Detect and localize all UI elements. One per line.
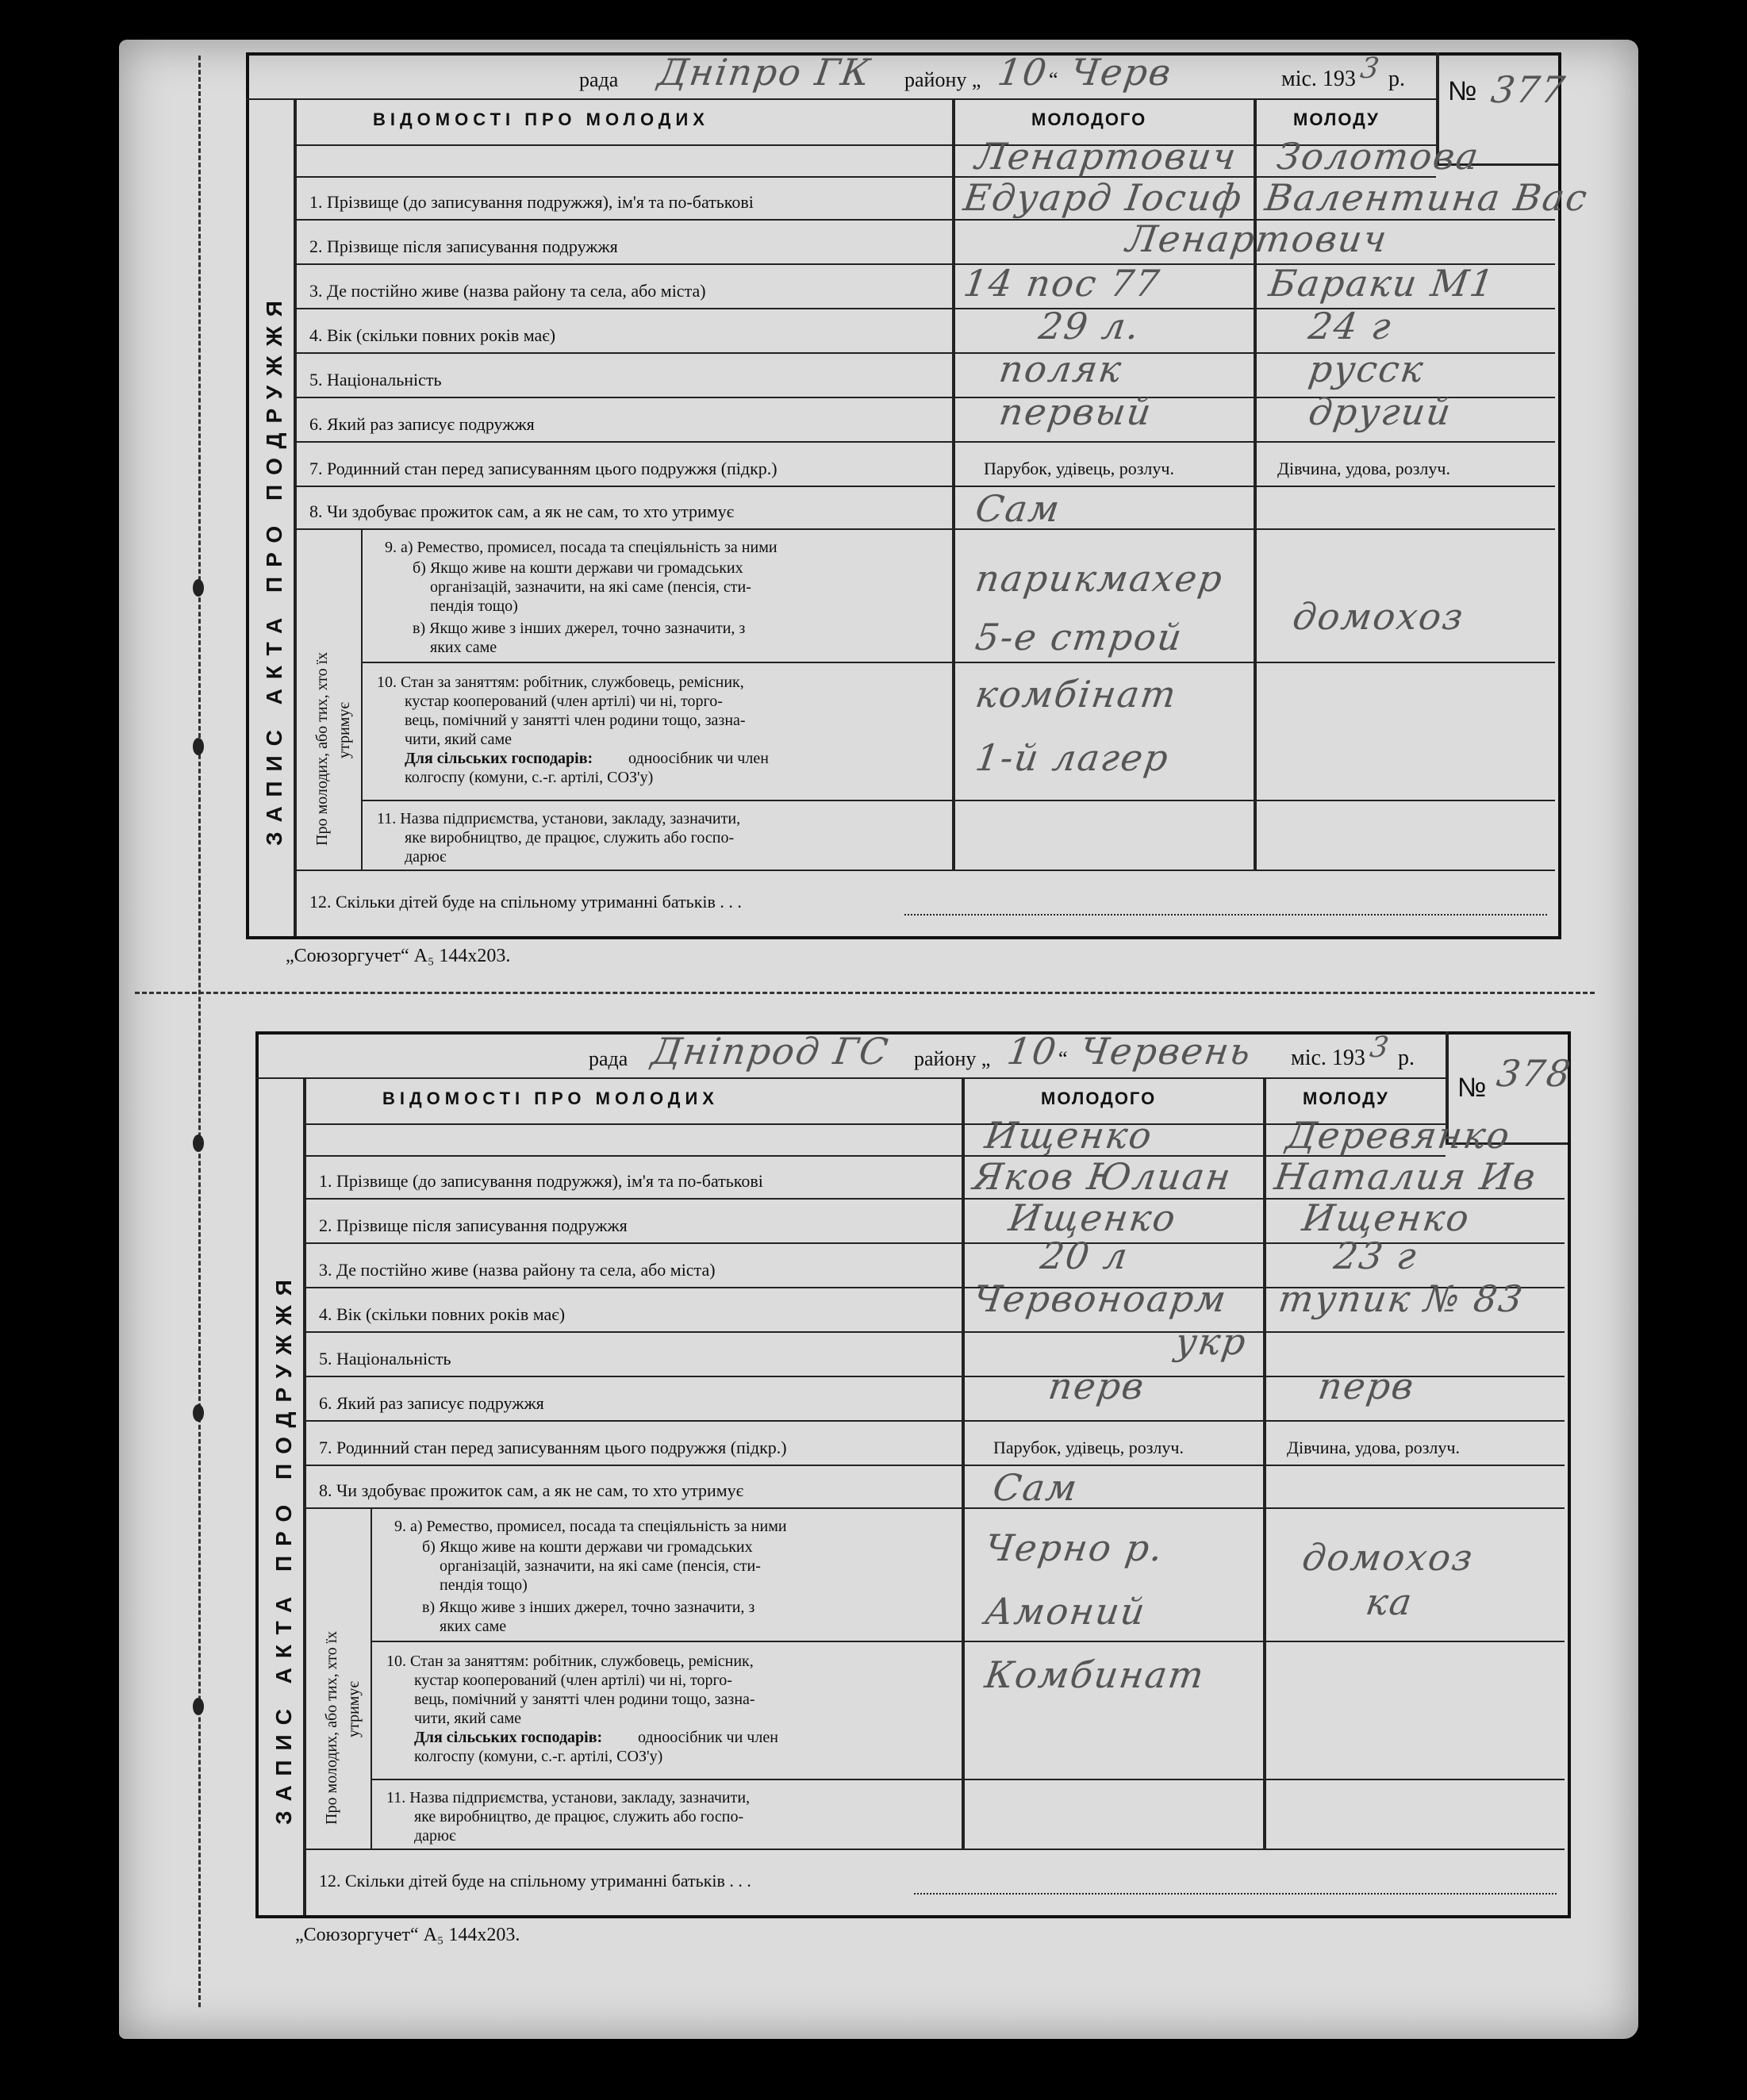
row-8-label: 8. Чи здобуває прожиток сам, а як не сам, то хто утримує: [319, 1480, 744, 1500]
row-10-line-5: одноосібник чи член: [638, 1729, 778, 1746]
side-title: ЗАПИС АКТА ПРО ПОДРУЖЖЯ: [262, 291, 286, 846]
row-9b-line-3: пендія тощо): [430, 597, 518, 615]
groom-surname-after: Ищенко: [1006, 1196, 1180, 1239]
row-5-label: 5. Національність: [319, 1349, 451, 1369]
col-header-bride: МОЛОДУ: [1303, 1088, 1389, 1108]
residence-1: Червоноарм: [970, 1277, 1231, 1320]
day-value: 10: [995, 51, 1051, 94]
row-9b-line-3: пендія тощо): [440, 1576, 528, 1594]
binding-hole: [193, 1404, 204, 1422]
groom-occupation: Черно р.: [982, 1526, 1167, 1569]
row-9b-line-2: організацій, зазначити, на які саме (пенсія, сти-: [440, 1557, 761, 1575]
row-8-label: 8. Чи здобуває прожиток сам, а як не сам, то хто утримує: [309, 501, 735, 521]
groom-surname: Ленартович: [973, 135, 1240, 178]
row-10-line-6: колгоспу (комуни, с.-г. артілі, СОЗ'у): [414, 1748, 663, 1765]
groom-name: Едуард Іосиф: [961, 176, 1246, 219]
row-11-line-1: 11. Назва підприємства, установи, закладу, зазначити,: [386, 1789, 751, 1806]
row-10-line-3: вець, помічний у занятті член родини тощо, зазна-: [405, 712, 746, 729]
row-7-bride-options: Дівчина, удова, розлуч.: [1277, 459, 1450, 478]
row-9a-label: 9. а) Ремество, промисел, посада та спеціяльність за ними: [385, 539, 778, 556]
groom-occupation: парикмахер: [973, 557, 1227, 600]
row-7-bride-options: Дівчина, удова, розлуч.: [1287, 1438, 1460, 1457]
rada-value: Дніпро ГК: [655, 51, 874, 94]
groom-support: Сам: [973, 487, 1064, 530]
row-9b-line-1: б) Якщо живе на кошти держави чи громадських: [422, 1538, 753, 1556]
row-2-label: 2. Прізвище після записування подружжя: [319, 1215, 628, 1235]
number-label: №: [1448, 76, 1477, 106]
year-suffix: 3: [1358, 52, 1383, 85]
row-10-line-4: чити, який саме: [414, 1710, 522, 1727]
row-11-line-3: дарює: [405, 848, 447, 866]
row-10-farmers-label: Для сільських господарів:: [405, 750, 593, 767]
quote-close: “: [1049, 68, 1058, 91]
mis-label: міс. 193: [1291, 1046, 1365, 1070]
row-1-label: 1. Прізвище (до записування подружжя), ім'я та по-батькові: [319, 1171, 763, 1191]
row-9c-line-1: в) Якщо живе з інших джерел, точно зазначити, з: [422, 1599, 755, 1616]
r-label: р.: [1388, 67, 1405, 91]
row-10-line-3: вець, помічний у занятті член родини тощо, зазна-: [414, 1691, 755, 1708]
bride-occupation: домохоз: [1290, 595, 1468, 638]
bride-age: 23 г: [1331, 1234, 1421, 1277]
row-7-label: 7. Родинний стан перед записуванням цього подружжя (підкр.): [319, 1438, 787, 1457]
row-3-label: 3. Де постійно живе (назва району та села, або міста): [309, 281, 706, 301]
raion-label: району „: [904, 68, 981, 91]
groom-age: 20 л: [1038, 1234, 1132, 1277]
row-7-groom-options: Парубок, удівець, розлуч.: [993, 1438, 1184, 1457]
binding-hole: [193, 579, 204, 597]
tear-line: [135, 992, 1595, 994]
col-header-info: ВІДОМОСТІ ПРО МОЛОДИХ: [382, 1088, 719, 1108]
surname-after: Ленартович: [1123, 217, 1391, 260]
row-11-line-3: дарює: [414, 1827, 456, 1845]
binding-hole: [193, 1134, 204, 1152]
rada-value: Дніпрод ГС: [649, 1030, 893, 1073]
row-10-line-1: 10. Стан за заняттям: робітник, службовець, ремісник,: [386, 1653, 754, 1670]
row-7-label: 7. Родинний стан перед записуванням цього подружжя (підкр.): [309, 459, 778, 478]
bride-marriage-count: перв: [1315, 1365, 1418, 1407]
quote-close: “: [1058, 1047, 1068, 1070]
row-12-label: 12. Скільки дітей буде на спільному утриманні батьків . . .: [319, 1871, 751, 1891]
row-10-line-4: чити, який саме: [405, 731, 513, 748]
number-value: 378: [1494, 1052, 1575, 1095]
bride-name: Наталия Ив: [1272, 1155, 1540, 1198]
side-subtitle-1: Про молодих, або тих, хто їх: [313, 651, 331, 846]
row-6-label: 6. Який раз записує подружжя: [319, 1393, 544, 1413]
row-9b-line-1: б) Якщо живе на кошти держави чи громадських: [413, 559, 743, 577]
col-header-groom: МОЛОДОГО: [1041, 1088, 1157, 1108]
row-9a-label: 9. а) Ремество, промисел, посада та спеціяльність за ними: [394, 1518, 787, 1535]
residence-2: тупик № 83: [1276, 1277, 1527, 1320]
row-10-line-1: 10. Стан за заняттям: робітник, службовець, ремісник,: [377, 674, 744, 691]
row-10-line-2: кустар кооперований (член артілі) чи ні, торго-: [414, 1672, 732, 1689]
form-footer: „Союзоргучет“ А₅ 144х203.: [295, 1925, 520, 1945]
col-header-groom: МОЛОДОГО: [1031, 109, 1147, 129]
row-11-line-2: яке виробництво, де працює, служить або госпо-: [414, 1808, 744, 1826]
bride-age: 24 г: [1306, 305, 1396, 347]
side-subtitle-2: утримує: [345, 1681, 363, 1737]
row-11-line-1: 11. Назва підприємства, установи, закладу, зазначити,: [377, 810, 741, 827]
row-4-label: 4. Вік (скільки повних років має): [319, 1304, 566, 1324]
groom-name: Яков Юлиан: [970, 1155, 1235, 1198]
bride-occupation-2: ка: [1363, 1580, 1416, 1623]
number-value: 377: [1488, 68, 1569, 111]
binding-hole: [193, 738, 204, 755]
year-suffix: 3: [1368, 1031, 1392, 1064]
row-3-label: 3. Де постійно живе (назва району та села, або міста): [319, 1260, 716, 1280]
row-7-groom-options: Парубок, удівець, розлуч.: [984, 459, 1174, 478]
number-label: №: [1457, 1073, 1487, 1103]
bride-nationality: русск: [1306, 347, 1427, 390]
row-2-label: 2. Прізвище після записування подружжя: [309, 236, 618, 256]
groom-surname: Ищенко: [982, 1114, 1156, 1157]
groom-marriage-count: перв: [1046, 1365, 1148, 1407]
bride-marriage-count: другий: [1306, 390, 1455, 433]
row-10-farmers-label: Для сільських господарів:: [414, 1729, 603, 1746]
groom-occupation-place: 5-е строй: [973, 616, 1186, 658]
row-10-line-5: одноосібник чи член: [628, 750, 769, 767]
row-6-label: 6. Який раз записує подружжя: [309, 414, 535, 434]
groom-residence: 14 пос 77: [961, 262, 1164, 305]
groom-employment: Комбинат: [982, 1653, 1208, 1696]
groom-age: 29 л.: [1036, 305, 1143, 347]
bride-name: Валентина Вас: [1262, 176, 1591, 219]
groom-nationality: поляк: [996, 347, 1126, 390]
groom-marriage-count: первый: [996, 390, 1155, 433]
form-footer: „Союзоргучет“ А₅ 144х203.: [286, 946, 511, 966]
bride-surname-after: Ищенко: [1300, 1196, 1473, 1239]
raion-label: району „: [914, 1047, 991, 1070]
row-12-label: 12. Скільки дітей буде на спільному утриманні батьків . . .: [309, 892, 742, 912]
col-header-bride: МОЛОДУ: [1293, 109, 1380, 129]
row-1-label: 1. Прізвище (до записування подружжя), ім'я та по-батькові: [309, 192, 754, 212]
month-value: Черв: [1068, 51, 1175, 94]
groom-employment-place: 1-й лагер: [973, 736, 1173, 779]
row-5-label: 5. Національність: [309, 370, 442, 390]
rada-label: рада: [589, 1047, 628, 1070]
row-10-line-6: колгоспу (комуни, с.-г. артілі, СОЗ'у): [405, 769, 654, 786]
row-9c-line-1: в) Якщо живе з інших джерел, точно зазначити, з: [413, 620, 746, 637]
mis-label: міс. 193: [1281, 67, 1356, 91]
groom-employment: комбінат: [973, 673, 1181, 716]
rada-label: рада: [579, 68, 619, 91]
col-header-info: ВІДОМОСТІ ПРО МОЛОДИХ: [373, 109, 709, 129]
r-label: р.: [1398, 1046, 1415, 1070]
groom-occupation-place: Амоний: [982, 1590, 1150, 1633]
bride-occupation: домохоз: [1300, 1536, 1477, 1579]
bride-residence: Бараки М1: [1266, 262, 1498, 305]
groom-support: Сам: [990, 1466, 1081, 1509]
side-title: ЗАПИС АКТА ПРО ПОДРУЖЖЯ: [271, 1270, 296, 1825]
side-subtitle-2: утримує: [336, 702, 353, 758]
bride-surname: Деревянко: [1284, 1114, 1514, 1157]
day-value: 10: [1004, 1030, 1061, 1073]
nationality: укр: [1173, 1320, 1250, 1363]
row-9c-line-2: яких саме: [440, 1618, 507, 1635]
binding-hole: [193, 1698, 204, 1715]
row-9b-line-2: організацій, зазначити, на які саме (пенсія, сти-: [430, 578, 751, 596]
row-10-line-2: кустар кооперований (член артілі) чи ні, торго-: [405, 693, 723, 710]
row-4-label: 4. Вік (скільки повних років має): [309, 325, 556, 345]
month-value: Червень: [1077, 1030, 1255, 1073]
row-11-line-2: яке виробництво, де працює, служить або госпо-: [405, 829, 735, 847]
row-9c-line-2: яких саме: [430, 639, 497, 656]
side-subtitle-1: Про молодих, або тих, хто їх: [323, 1630, 340, 1825]
bride-surname: Золотова: [1274, 135, 1483, 178]
